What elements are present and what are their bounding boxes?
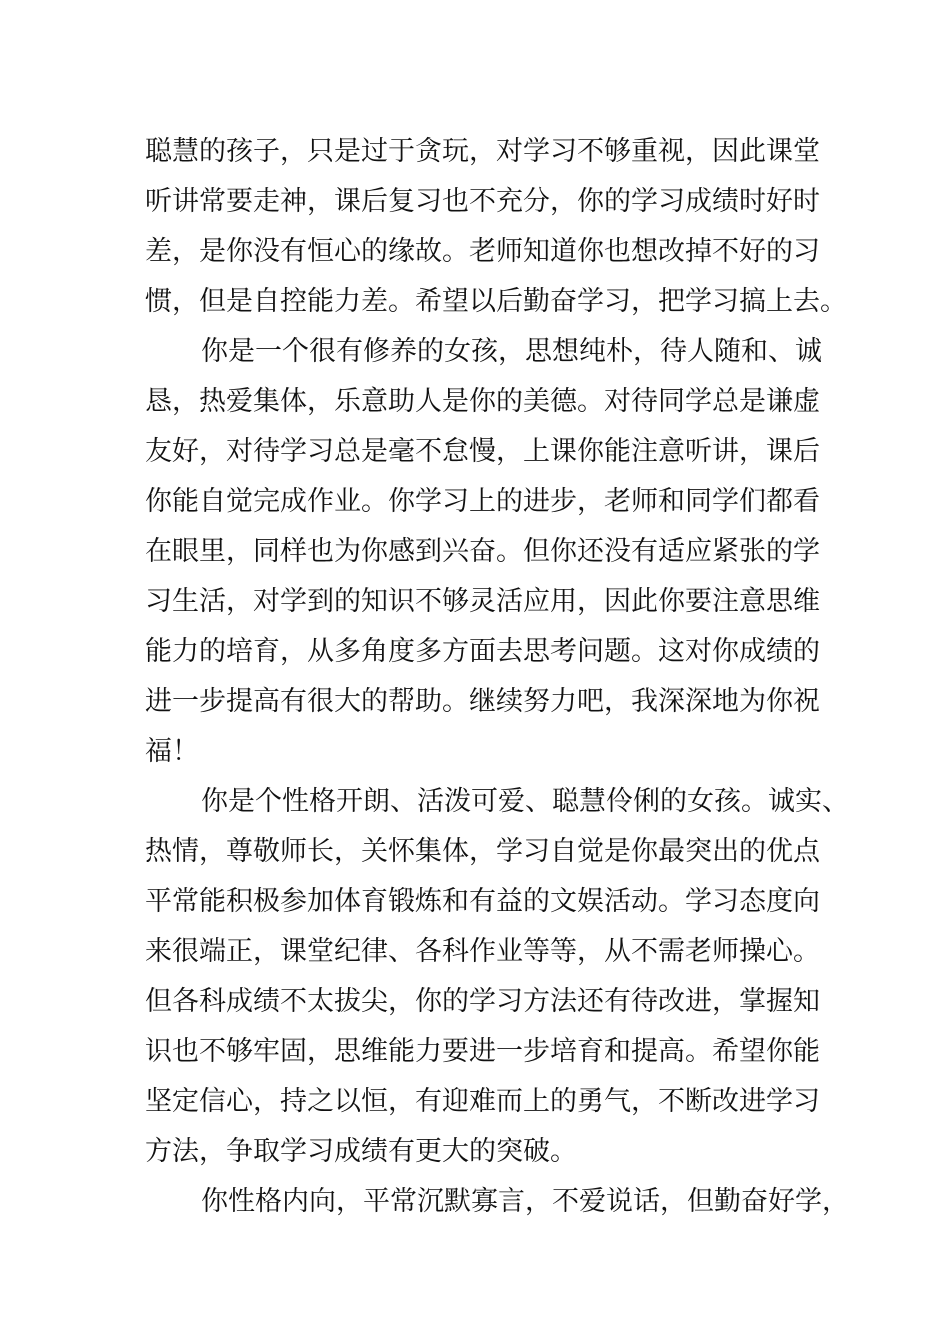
text-line: 能力的培育，从多角度多方面去思考问题。这对你成绩的 (145, 636, 820, 667)
paragraph-first-line: 你是个性格开朗、活泼可爱、聪慧伶俐的女孩。诚实、 (201, 786, 849, 817)
text-line: 差，是你没有恒心的缘故。老师知道你也想改掉不好的习 (145, 236, 820, 267)
paragraph-first-line: 你是一个很有修养的女孩，思想纯朴，待人随和、诚 (201, 336, 822, 367)
text-line: 友好，对待学习总是毫不怠慢，上课你能注意听讲，课后 (145, 436, 820, 467)
paragraph-first-line: 你性格内向，平常沉默寡言，不爱说话，但勤奋好学， (201, 1186, 849, 1217)
text-line: 坚定信心，持之以恒，有迎难而上的勇气，不断改进学习 (145, 1086, 820, 1117)
text-line: 但各科成绩不太拔尖，你的学习方法还有待改进，掌握知 (145, 986, 820, 1017)
text-line: 来很端正，课堂纪律、各科作业等等，从不需老师操心。 (145, 936, 820, 967)
document-body (145, 127, 849, 1227)
text-line: 听讲常要走神，课后复习也不充分，你的学习成绩时好时 (145, 186, 820, 217)
text-line: 恳，热爱集体，乐意助人是你的美德。对待同学总是谦虚 (145, 386, 820, 417)
text-line: 福！ (145, 736, 199, 767)
text-line: 进一步提高有很大的帮助。继续努力吧，我深深地为你祝 (145, 686, 820, 717)
text-line: 你能自觉完成作业。你学习上的进步，老师和同学们都看 (145, 486, 820, 517)
text-line: 方法，争取学习成绩有更大的突破。 (145, 1136, 577, 1167)
text-line: 平常能积极参加体育锻炼和有益的文娱活动。学习态度向 (145, 886, 820, 917)
text-line: 在眼里，同样也为你感到兴奋。但你还没有适应紧张的学 (145, 536, 820, 567)
text-line: 聪慧的孩子，只是过于贪玩，对学习不够重视，因此课堂 (145, 136, 820, 167)
text-line: 习生活，对学到的知识不够灵活应用，因此你要注意思维 (145, 586, 820, 617)
text-line: 识也不够牢固，思维能力要进一步培育和提高。希望你能 (145, 1036, 820, 1067)
text-line: 热情，尊敬师长，关怀集体，学习自觉是你最突出的优点 (145, 836, 820, 867)
text-line: 惯，但是自控能力差。希望以后勤奋学习，把学习搞上去。 (145, 286, 847, 317)
